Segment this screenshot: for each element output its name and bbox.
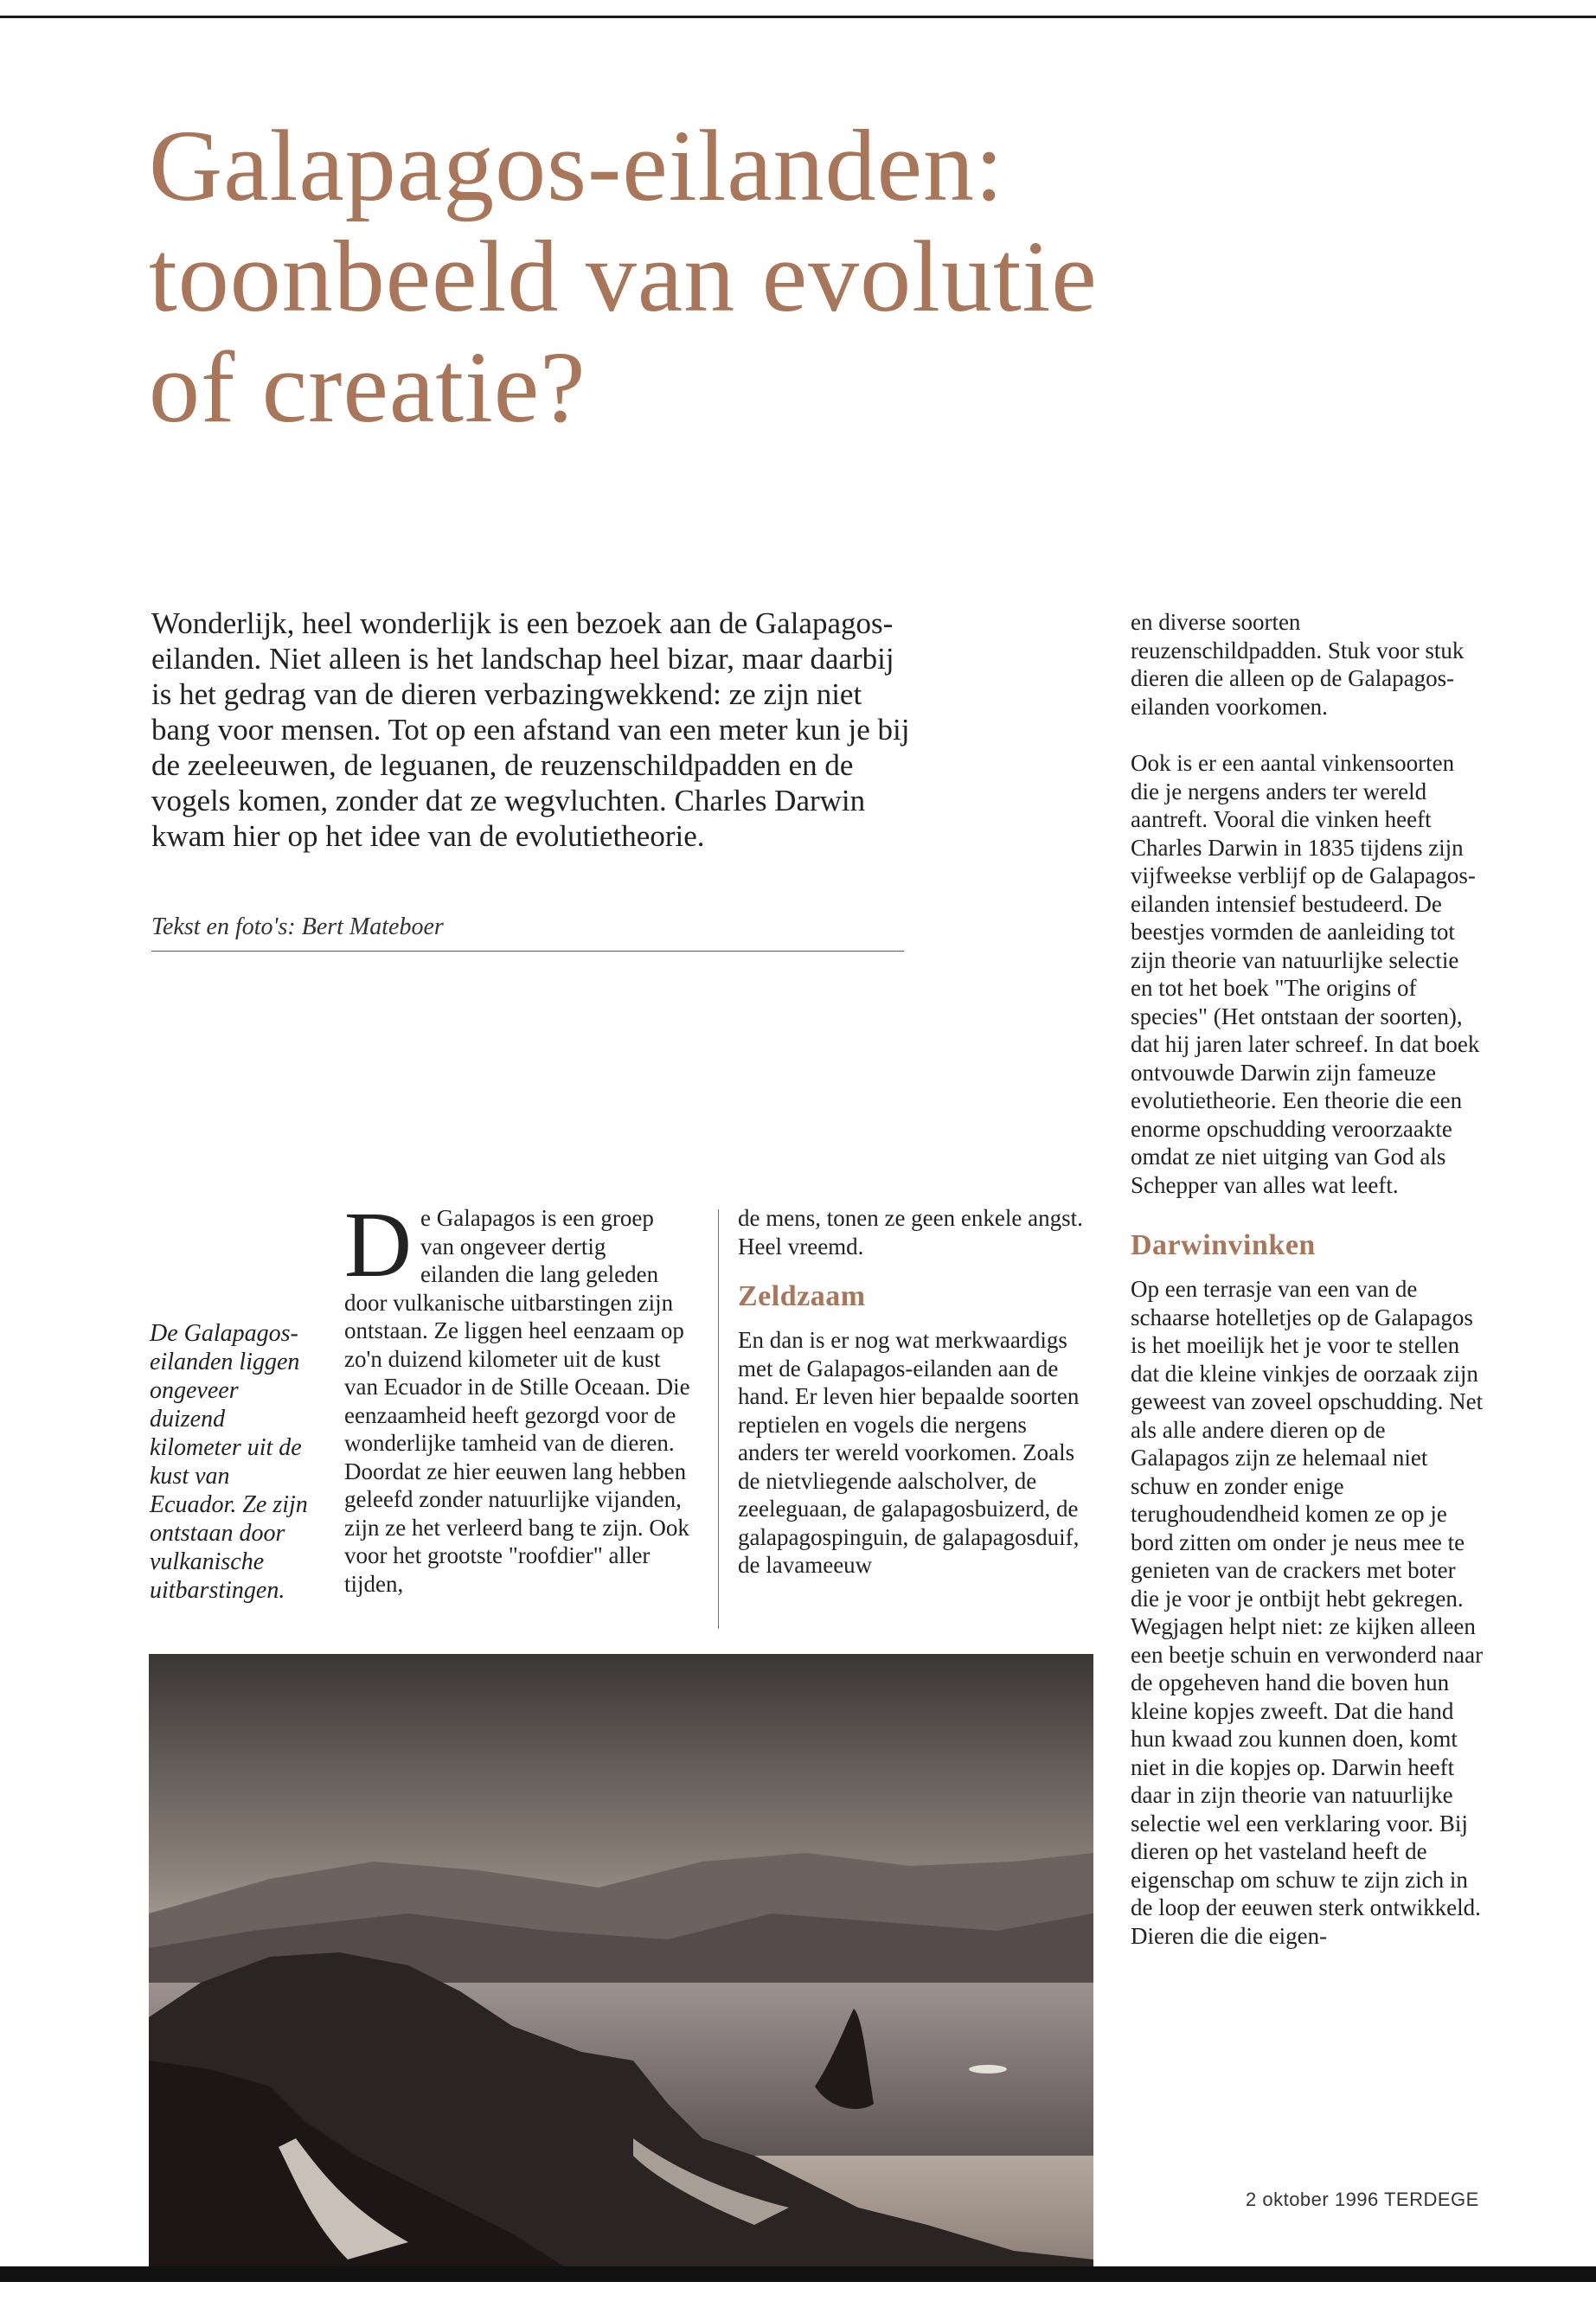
byline: Tekst en foto's: Bert Mateboer <box>151 913 444 940</box>
column-4-paragraph-3: Op een terrasje van een van de schaarse hotelletjes op de Galapagos is het moeilijk het je voor te stellen dat die kleine vinkjes de oorzaak zijn geweest van zoveel opschudding. Net als alle andere dieren op de Galapagos zijn ze helemaal niet schuw en zonder enige terughoudendheid komen ze op je bord zitten om onder je neus mee te genieten van de crackers met boter die je voor je ontbijt hebt gekregen. Wegjagen helpt niet: ze kijken alleen een beetje schuin en verwonderd naar de opgeheven hand die boven hun kleine kopjes zweeft. Dat die hand hun kwaad zou kunnen doen, komt niet in die kopjes op. Darwin heeft daar in zijn theorie van natuurlijke selectie wel een verklaring voor. Bij dieren op het vasteland heeft de eigenschap om schuw te zijn zich in de loop der eeuwen sterk ontwikkeld. Dieren die die eigen- <box>1131 1276 1484 1949</box>
headline-line-1: Galapagos-eilanden: <box>149 109 1004 222</box>
article-column-4 <box>1131 608 1485 1950</box>
column-2-paragraph <box>344 1194 690 1598</box>
column-4-paragraph-2: Ook is er een aantal vinkensoorten die je nergens anders ter wereld aantreft. Vooral die vinken heeft Charles Darwin in 1835 tijdens zijn vijfweekse verblijf op de Galapagos-eilanden intensief bestudeerd. De beestjes vormden de aanleiding tot zijn theorie van natuurlijke selectie en tot het boek "The origins of species" (Het ontstaan der soorten), dat hij jaren later schreef. In dat boek ontvouwde Darwin zijn fameuze evolutietheorie. Een theorie die een enorme opschudding veroorzaakte omdat ze niet uitging van God als Schepper van alles wat leeft. <box>1131 750 1480 1198</box>
byline-rule <box>151 951 904 952</box>
subhead-zeldzaam: Zeldzaam <box>738 1280 866 1312</box>
headline <box>149 111 1273 443</box>
landscape-photo <box>149 1654 1093 2266</box>
bottom-rule <box>0 2266 1596 2282</box>
column-3-paragraph-2: En dan is er nog wat merkwaardigs met de Galapagos-eilanden aan de hand. Er leven hier bepaalde soorten reptielen en vogels die nergens anders ter wereld voorkomen. Zoals de nietvliegende aalscholver, de zeeleguaan, de galapagosbuizerd, de galapagospinguin, de galapagosduif, de lavameeuw <box>738 1327 1080 1578</box>
headline-line-2: toonbeeld van evolutie <box>149 220 1098 333</box>
column-3-paragraph-1: de mens, tonen ze geen enkele angst. Heel vreemd. <box>738 1205 1083 1259</box>
headline-line-3: of creatie? <box>149 330 586 444</box>
column-4-paragraph-1: en diverse soorten reuzenschildpadden. Stuk voor stuk dieren die alleen op de Galapagos-eilanden voorkomen. <box>1131 609 1465 720</box>
column-divider <box>718 1209 719 1629</box>
top-rule <box>0 16 1596 18</box>
article-column-3 <box>738 1204 1093 1580</box>
drop-cap: D <box>344 1194 412 1297</box>
subhead-darwinvinken: Darwinvinken <box>1131 1229 1316 1261</box>
article-column-2 <box>344 1194 690 1598</box>
page-footer: 2 oktober 1996 TERDEGE <box>1246 2189 1479 2210</box>
intro-paragraph: Wonderlijk, heel wonderlijk is een bezoek aan de Galapagos-eilanden. Niet alleen is het landschap heel bizar, maar daarbij is het gedrag van de dieren verbazingwekkend: ze zijn niet bang voor mensen. Tot op een afstand van een meter kun je bij de zeeleeuwen, de leguanen, de reuzenschildpadden en de vogels komen, zonder dat ze wegvluchten. Charles Darwin kwam hier op het idee van de evolutietheorie. <box>151 606 910 853</box>
column-2-text: e Galapagos is een groep van ongeveer dertig eilanden die lang geleden door vulkanische uitbarstingen zijn ontstaan. Ze liggen heel eenzaam op zo'n duizend kilometer uit de kust van Ecuador in de Stille Oceaan. Die eenzaamheid heeft gezorgd voor de wonderlijke tamheid van de dieren. Doordat ze hier eeuwen lang hebben geleefd zonder natuurlijke vijanden, zijn ze het verleerd bang te zijn. Ook voor het grootste "roofdier" aller tijden, <box>344 1205 690 1597</box>
photo-caption: De Galapagos-eilanden liggen ongeveer duizend kilometer uit de kust van Ecuador. Ze zijn ontstaan door vulkanische uitbarstingen. <box>150 1320 308 1604</box>
